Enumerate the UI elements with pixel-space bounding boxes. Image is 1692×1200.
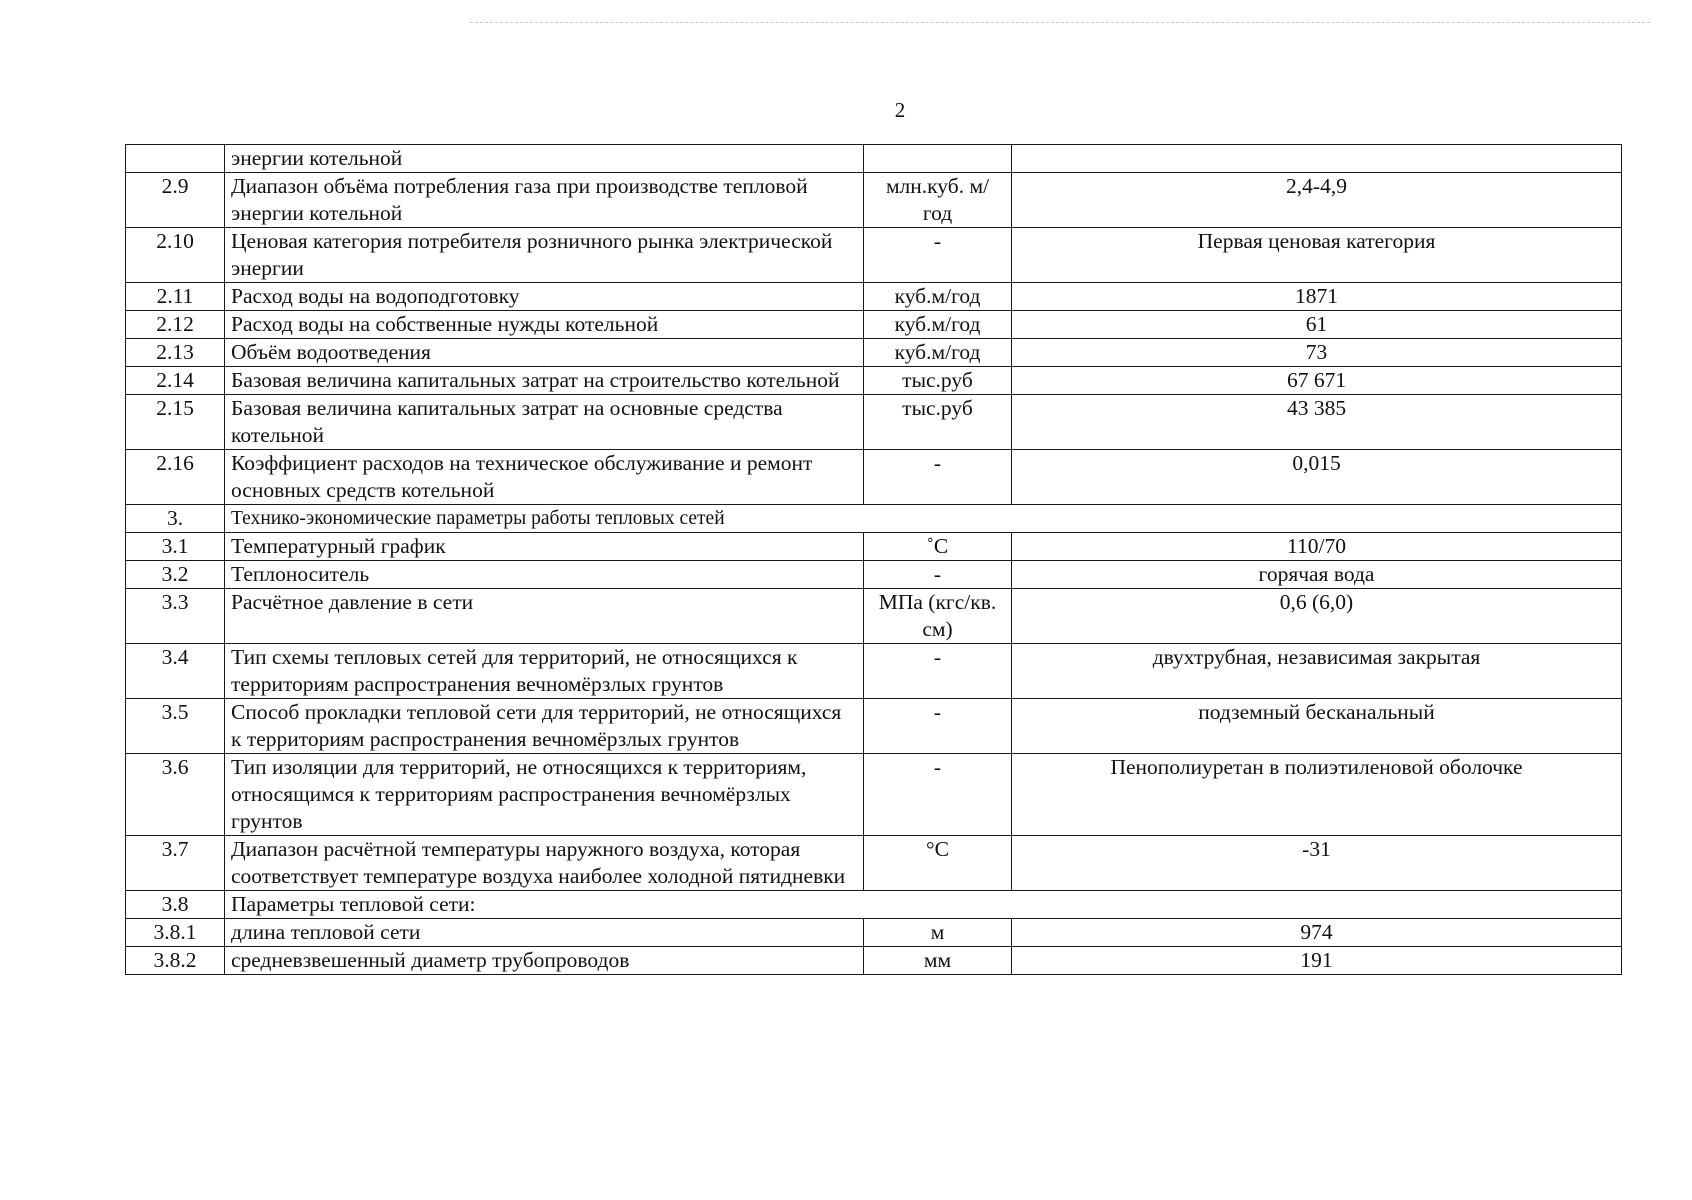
row-parameter: Способ прокладки тепловой сети для территорий, не относящихся к территориям распространения вечномёрзлых грунтов: [225, 699, 864, 754]
row-number: 3.8.2: [126, 947, 225, 975]
row-parameter: Тип схемы тепловых сетей для территорий, не относящихся к территориям распространения вечномёрзлых грунтов: [225, 644, 864, 699]
row-number: 2.11: [126, 283, 225, 311]
row-parameter: Объём водоотведения: [225, 339, 864, 367]
table-row: [126, 367, 1622, 395]
row-value: 191: [1012, 947, 1622, 975]
row-unit: куб.м/год: [864, 283, 1012, 311]
section-heading-row: [126, 505, 1622, 533]
row-unit: м: [864, 919, 1012, 947]
row-unit: тыс.руб: [864, 367, 1012, 395]
row-unit: -: [864, 644, 1012, 699]
row-unit: -: [864, 228, 1012, 283]
row-unit: куб.м/год: [864, 311, 1012, 339]
row-value: Пенополиуретан в полиэтиленовой оболочке: [1012, 754, 1622, 836]
table-row: [126, 311, 1622, 339]
row-number: 3.1: [126, 533, 225, 561]
row-parameter: Базовая величина капитальных затрат на основные средства котельной: [225, 395, 864, 450]
section-title: Параметры тепловой сети:: [225, 891, 1622, 919]
table-row: [126, 836, 1622, 891]
row-number: 2.12: [126, 311, 225, 339]
row-unit: куб.м/год: [864, 339, 1012, 367]
row-value: 2,4-4,9: [1012, 173, 1622, 228]
row-value: -31: [1012, 836, 1622, 891]
row-value: 0,015: [1012, 450, 1622, 505]
row-number: 3.3: [126, 589, 225, 644]
table-row: [126, 145, 1622, 173]
row-number: 2.9: [126, 173, 225, 228]
row-unit: -: [864, 450, 1012, 505]
table-row: [126, 395, 1622, 450]
page-number: 2: [894, 98, 906, 122]
row-unit: °С: [864, 836, 1012, 891]
row-number: 3.4: [126, 644, 225, 699]
row-parameter: Базовая величина капитальных затрат на строительство котельной: [225, 367, 864, 395]
row-parameter: Коэффициент расходов на техническое обслуживание и ремонт основных средств котельной: [225, 450, 864, 505]
row-number: 2.10: [126, 228, 225, 283]
section-heading-row: [126, 891, 1622, 919]
table-row: [126, 699, 1622, 754]
row-value: 67 671: [1012, 367, 1622, 395]
row-parameter: Диапазон объёма потребления газа при производстве тепловой энергии котельной: [225, 173, 864, 228]
row-unit: тыс.руб: [864, 395, 1012, 450]
section-number: 3.8: [126, 891, 225, 919]
row-parameter: Диапазон расчётной температуры наружного воздуха, которая соответствует температуре воздуха наиболее холодной пятидневки: [225, 836, 864, 891]
row-number: 2.15: [126, 395, 225, 450]
row-parameter: энергии котельной: [225, 145, 864, 173]
row-value: 73: [1012, 339, 1622, 367]
row-parameter: Расчётное давление в сети: [225, 589, 864, 644]
row-unit: [864, 145, 1012, 173]
row-value: 974: [1012, 919, 1622, 947]
row-value: 43 385: [1012, 395, 1622, 450]
row-number: 3.7: [126, 836, 225, 891]
table-row: [126, 339, 1622, 367]
table-row: [126, 283, 1622, 311]
row-number: 3.8.1: [126, 919, 225, 947]
table-row: [126, 533, 1622, 561]
table-row: [126, 228, 1622, 283]
row-parameter: Ценовая категория потребителя розничного рынка электрической энергии: [225, 228, 864, 283]
row-unit: мм: [864, 947, 1012, 975]
scan-top-rule: [470, 22, 1650, 23]
row-unit: млн.куб. м/ год: [864, 173, 1012, 228]
row-unit: МПа (кгс/кв. см): [864, 589, 1012, 644]
row-value: двухтрубная, независимая закрытая: [1012, 644, 1622, 699]
row-parameter: Расход воды на собственные нужды котельной: [225, 311, 864, 339]
row-value: 1871: [1012, 283, 1622, 311]
row-value: 110/70: [1012, 533, 1622, 561]
row-parameter: Расход воды на водоподготовку: [225, 283, 864, 311]
row-value: горячая вода: [1012, 561, 1622, 589]
row-value: Первая ценовая категория: [1012, 228, 1622, 283]
row-number: 2.16: [126, 450, 225, 505]
row-number: 3.2: [126, 561, 225, 589]
row-parameter: Тип изоляции для территорий, не относящихся к территориям, относящимся к территориям распространения вечномёрзлых грунтов: [225, 754, 864, 836]
row-unit: -: [864, 561, 1012, 589]
row-number: [126, 145, 225, 173]
row-number: 2.14: [126, 367, 225, 395]
table-row: [126, 919, 1622, 947]
row-value: 61: [1012, 311, 1622, 339]
row-number: 2.13: [126, 339, 225, 367]
row-parameter: Теплоноситель: [225, 561, 864, 589]
table-row: [126, 589, 1622, 644]
row-number: 3.6: [126, 754, 225, 836]
row-parameter: Температурный график: [225, 533, 864, 561]
table-row: [126, 754, 1622, 836]
row-value: [1012, 145, 1622, 173]
row-value: 0,6 (6,0): [1012, 589, 1622, 644]
section-number: 3.: [126, 505, 225, 533]
parameters-table: [125, 144, 1622, 975]
table-row: [126, 947, 1622, 975]
table-row: [126, 561, 1622, 589]
row-parameter: средневзвешенный диаметр трубопроводов: [225, 947, 864, 975]
table-row: [126, 450, 1622, 505]
row-value: подземный бесканальный: [1012, 699, 1622, 754]
table-row: [126, 644, 1622, 699]
row-number: 3.5: [126, 699, 225, 754]
table-row: [126, 173, 1622, 228]
row-parameter: длина тепловой сети: [225, 919, 864, 947]
row-unit: -: [864, 754, 1012, 836]
row-unit: ˚С: [864, 533, 1012, 561]
row-unit: -: [864, 699, 1012, 754]
section-title: Технико-экономические параметры работы тепловых сетей: [225, 505, 1622, 533]
